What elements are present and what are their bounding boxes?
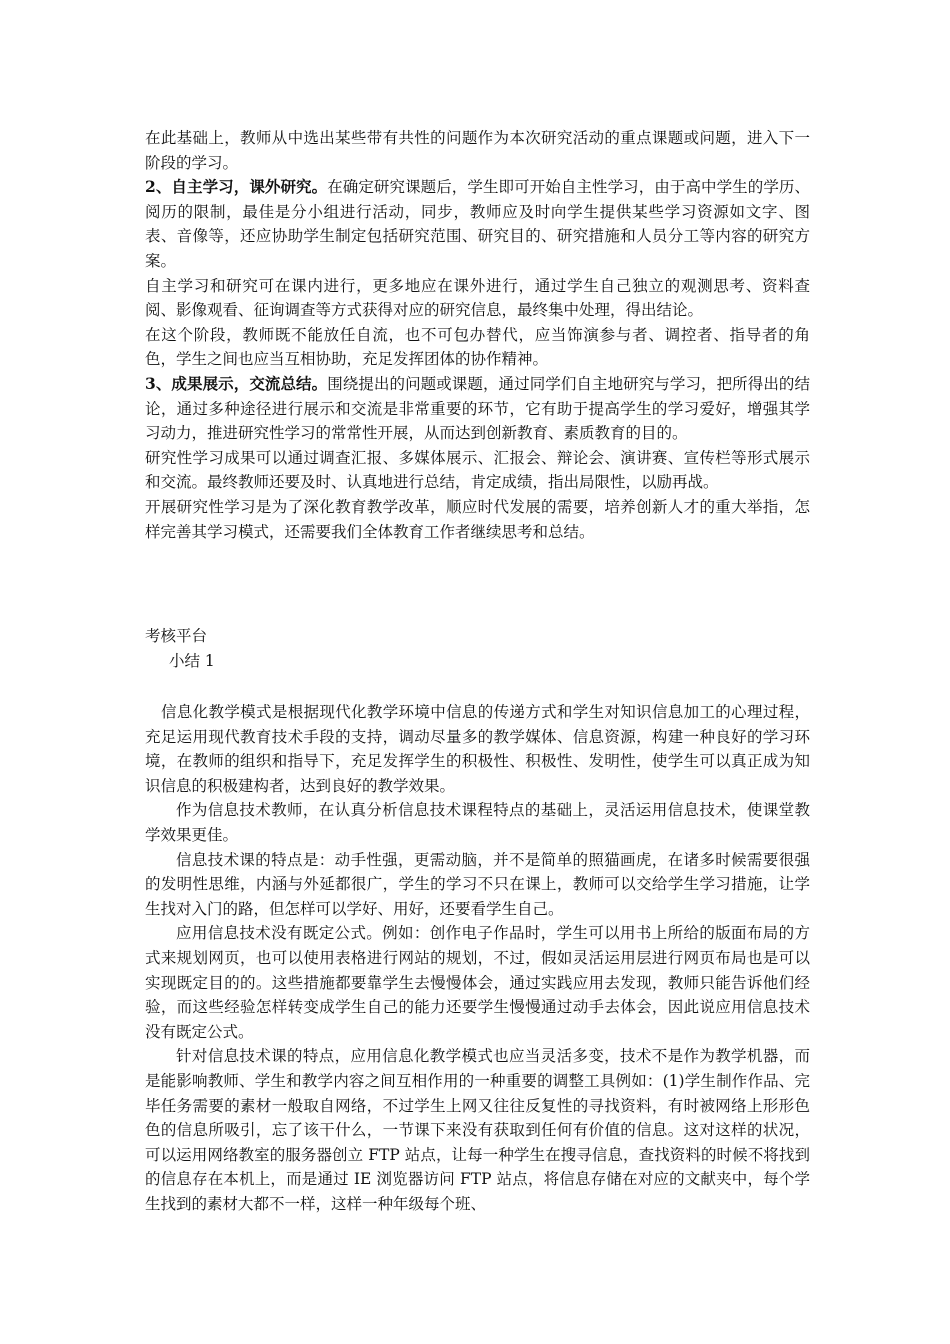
paragraph: 作为信息技术教师，在认真分析信息技术课程特点的基础上，灵活运用信息技术，使课堂教学效果更佳。	[145, 801, 810, 844]
paragraph: 开展研究性学习是为了深化教育教学改革，顺应时代发展的需要，培养创新人才的重大举指，怎样完善其学习模式，还需要我们全体教育工作者继续思考和总结。	[145, 497, 810, 541]
paragraph: 自主学习和研究可在课内进行，更多地应在课外进行，通过学生自己独立的观测思考、资料查阅、影像观看、征询调查等方式获得对应的研究信息，最终集中处理，得出结论。	[145, 276, 810, 320]
paragraph: 针对信息技术课的特点，应用信息化教学模式也应当灵活多变，技术不是作为教学机器，而是能影响教师、学生和教学内容之间互相作用的一种重要的调整工具例如：(1)学生制作作品、完毕任务需要的素材一般取自网络，不过学生上网又往往反复性的寻找资料，有时被网络上形形色色的信息所吸引，忘了该干什么，一节课下来没有获取到任何有价值的信息。这对这样的状况，可以运用网络教室的服务器创立 FTP 站点，让每一种学生在搜寻信息，查找资料的时候不将找到的信息存在本机上，而是通过 IE 浏览器访问 FTP 站点，将信息存储在对应的文献夹中，每个学生找到的素材大都不一样，这样一种年级每个班、	[145, 1047, 810, 1213]
paragraph: 信息技术课的特点是：动手性强，更需动脑，并不是简单的照猫画虎，在诸多时候需要很强的发明性思维，内涵与外延都很广，学生的学习不只在课上，教师可以交给学生学习措施，让学生找对入门的路，但怎样可以学好、用好，还要看学生自己。	[145, 850, 810, 918]
section-subtitle: 小结 1	[169, 652, 215, 670]
section-heading	[145, 624, 810, 674]
step-heading: 3、成果展示，交流总结。	[145, 373, 328, 393]
paragraph	[145, 175, 810, 273]
section-summary	[145, 700, 810, 1216]
paragraph: 研究性学习成果可以通过调查汇报、多媒体展示、汇报会、辩论会、演讲赛、宣传栏等形式展示和交流。最终教师还要及时、认真地进行总结，肯定成绩，指出局限性，以励再战。	[145, 448, 810, 492]
paragraph	[145, 372, 810, 446]
paragraph: 信息化教学模式是根据现代化教学环境中信息的传递方式和学生对知识信息加工的心理过程，充足运用现代教育技术手段的支持，调动尽量多的教学媒体、信息资源，构建一种良好的学习环境，在教师的组织和指导下，充足发挥学生的积极性、积极性、发明性，使学生可以真正成为知识信息的积极建构者，达到良好的教学效果。	[145, 703, 810, 795]
paragraph: 在此基础上，教师从中选出某些带有共性的问题作为本次研究活动的重点课题或问题，进入下一阶段的学习。	[145, 129, 810, 172]
paragraph-text: 在确定研究课题后，学生即可开始自主性学习，由于高中学生的学历、阅历的限制，最佳是分小组进行活动，同步，教师应及时向学生提供某些学习资源如文字、图表、音像等，还应协助学生制定包括研究范围、研究目的、研究措施和人员分工等内容的研究方案。	[145, 178, 810, 270]
step-heading: 2、自主学习，课外研究。	[145, 177, 328, 197]
section-research-learning	[145, 126, 810, 544]
section-title: 考核平台	[145, 627, 208, 645]
paragraph: 应用信息技术没有既定公式。例如：创作电子作品时，学生可以用书上所给的版面布局的方式来规划网页，也可以使用表格进行网站的规划，不过，假如灵活运用层进行网页布局也是可以实现既定目的的。这些措施都要靠学生去慢慢体会，通过实践应用去发现，教师只能告诉他们经验，而这些经验怎样转变成学生自己的能力还要学生慢慢通过动手去体会，因此说应用信息技术没有既定公式。	[145, 924, 810, 1041]
paragraph: 在这个阶段，教师既不能放任自流，也不可包办替代，应当饰演参与者、调控者、指导者的角色，学生之间也应当互相协助，充足发挥团体的协作精神。	[145, 325, 810, 369]
paragraph-text: 围绕提出的问题或课题，通过同学们自主地研究与学习，把所得出的结论，通过多种途径进行展示和交流是非常重要的环节，它有助于提高学生的学习爱好，增强其学习动力，推进研究性学习的常常性开展，从而达到创新教育、素质教育的目的。	[145, 374, 810, 443]
